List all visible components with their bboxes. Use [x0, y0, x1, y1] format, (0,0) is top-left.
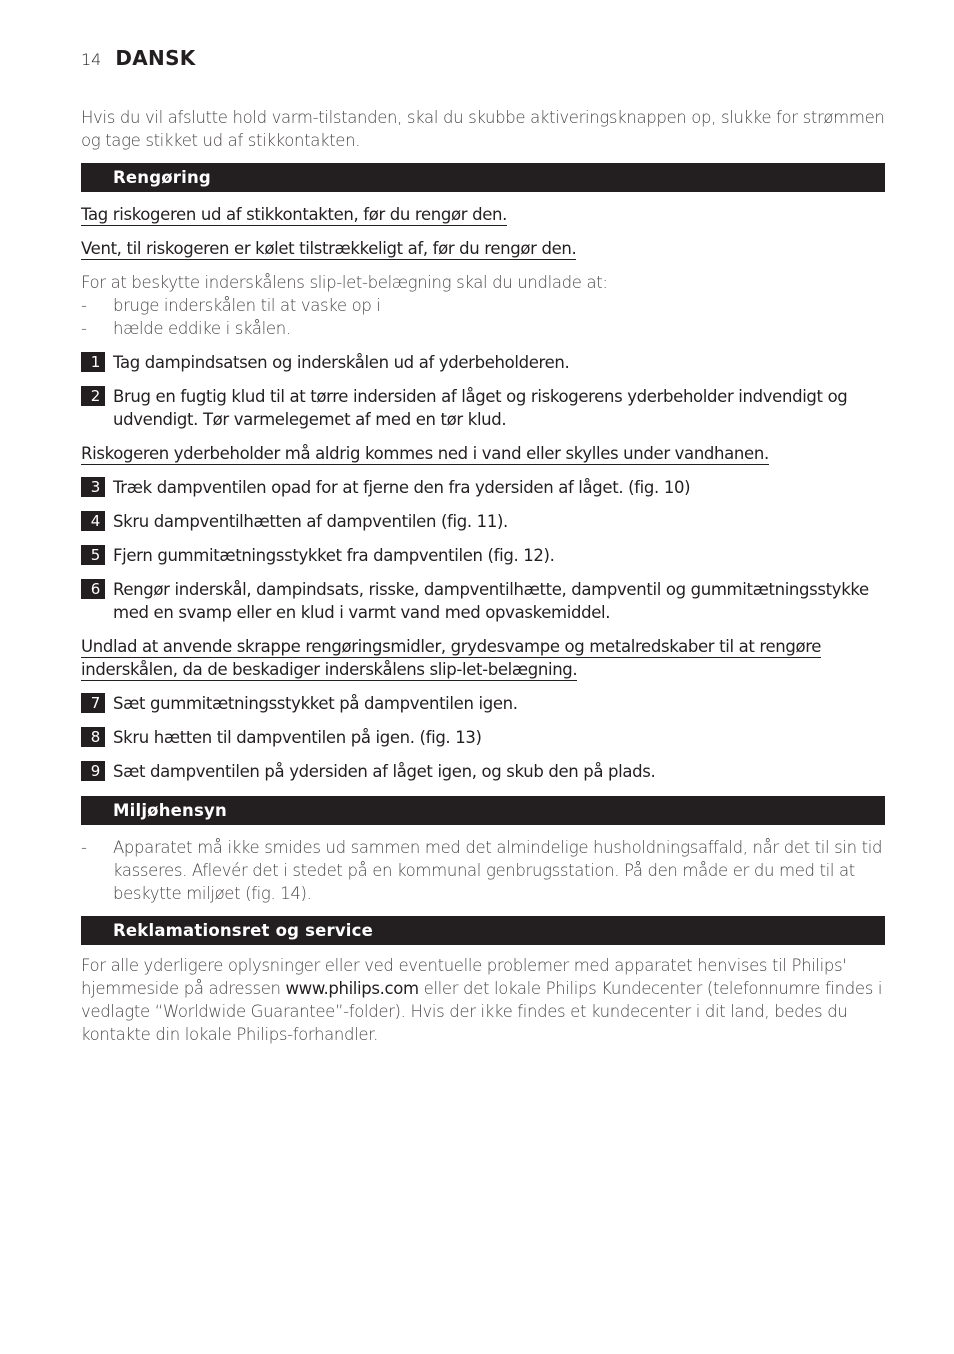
language-title: DANSK: [115, 46, 196, 70]
step-number: 2: [81, 386, 105, 406]
step-number: 3: [81, 477, 105, 497]
step-number: 7: [81, 693, 105, 713]
section-title-service: Reklamationsret og service: [81, 916, 885, 945]
step-6: [81, 578, 885, 624]
step-number: 6: [81, 579, 105, 599]
section-title-environment: Miljøhensyn: [81, 796, 885, 825]
step-text: Rengør inderskål, dampindsats, risske, dampventilhætte, dampventil og gummitætningsstykke med en svamp eller en klud i varmt vand med opvaskemiddel.: [113, 580, 869, 622]
step-number: 1: [81, 352, 105, 372]
list-item: - hælde eddike i skålen.: [81, 319, 291, 338]
step-4: [81, 510, 885, 533]
protect-intro: For at beskytte inderskålens slip-let-belægning skal du undlade at:: [81, 273, 608, 292]
step-9: [81, 760, 885, 783]
environment-item: - Apparatet må ikke smides ud sammen med det almindelige husholdningsaffald, når det til sin tid kasseres. Aflevér det i stedet på en kommunal genbrugsstation. På den måde er du med til at beskytte miljøet (fig. 14).: [81, 836, 885, 905]
step-text: Skru dampventilhætten af dampventilen (fig. 11).: [113, 512, 508, 531]
step-2: [81, 385, 885, 431]
list-item: - bruge inderskålen til at vaske op i: [81, 296, 381, 315]
environment-text: Apparatet må ikke smides ud sammen med det almindelige husholdningsaffald, når det til sin tid kasseres. Aflevér det i stedet på en kommunal genbrugsstation. På den måde er du med til at beskytte miljøet (fig. 14).: [113, 838, 883, 903]
philips-website-link[interactable]: www.philips.com: [285, 979, 419, 998]
step-text: Fjern gummitætningsstykket fra dampventilen (fig. 12).: [113, 546, 555, 565]
page-header: [81, 46, 196, 74]
step-7: [81, 692, 885, 715]
warning-unplug: Tag riskogeren ud af stikkontakten, før du rengør den.: [81, 205, 508, 224]
protect-list: [81, 294, 885, 340]
step-1: [81, 351, 885, 374]
page-number: 14: [81, 50, 102, 69]
warning-abrasives: Undlad at anvende skrappe rengøringsmidler, grydesvampe og metalredskaber til at rengøre inderskålen, da de beskadiger inderskålens slip-let-belægning.: [81, 637, 822, 679]
step-number: 9: [81, 761, 105, 781]
intro-paragraph: Hvis du vil afslutte hold varm-tilstanden, skal du skubbe aktiveringsknappen op, slukke for strømmen og tage stikket ud af stikkontakten.: [81, 108, 885, 150]
step-text: Træk dampventilen opad for at fjerne den fra ydersiden af låget. (fig. 10): [113, 478, 691, 497]
step-text: Skru hætten til dampventilen på igen. (fig. 13): [113, 728, 482, 747]
step-number: 8: [81, 727, 105, 747]
service-paragraph: For alle yderligere oplysninger eller ved eventuelle problemer med apparatet henvises til Philips' hjemmeside på adressen www.philips.com eller det lokale Philips Kundecenter (telefonnumre findes i vedlagte “Worldwide Guarantee”-folder). Hvis der ikke findes et kundecenter i dit land, bedes du kontakte din lokale Philips-forhandler.: [81, 956, 883, 1044]
step-text: Brug en fugtig klud til at tørre indersiden af låget og riskogerens yderbeholder indvendigt og udvendigt. Tør varmelegemet af med en tør klud.: [113, 387, 848, 429]
step-text: Tag dampindsatsen og inderskålen ud af yderbeholderen.: [113, 353, 570, 372]
step-text: Sæt dampventilen på ydersiden af låget igen, og skub den på plads.: [113, 762, 656, 781]
step-number: 5: [81, 545, 105, 565]
step-8: [81, 726, 885, 749]
warning-cool-down: Vent, til riskogeren er kølet tilstrækkeligt af, før du rengør den.: [81, 239, 577, 258]
step-text: Sæt gummitætningsstykket på dampventilen igen.: [113, 694, 518, 713]
section-title-cleaning: Rengøring: [81, 163, 885, 192]
step-number: 4: [81, 511, 105, 531]
warning-no-water: Riskogeren yderbeholder må aldrig kommes ned i vand eller skylles under vandhanen.: [81, 444, 769, 463]
step-5: [81, 544, 885, 567]
page-content: [81, 106, 885, 1046]
step-3: [81, 476, 885, 499]
